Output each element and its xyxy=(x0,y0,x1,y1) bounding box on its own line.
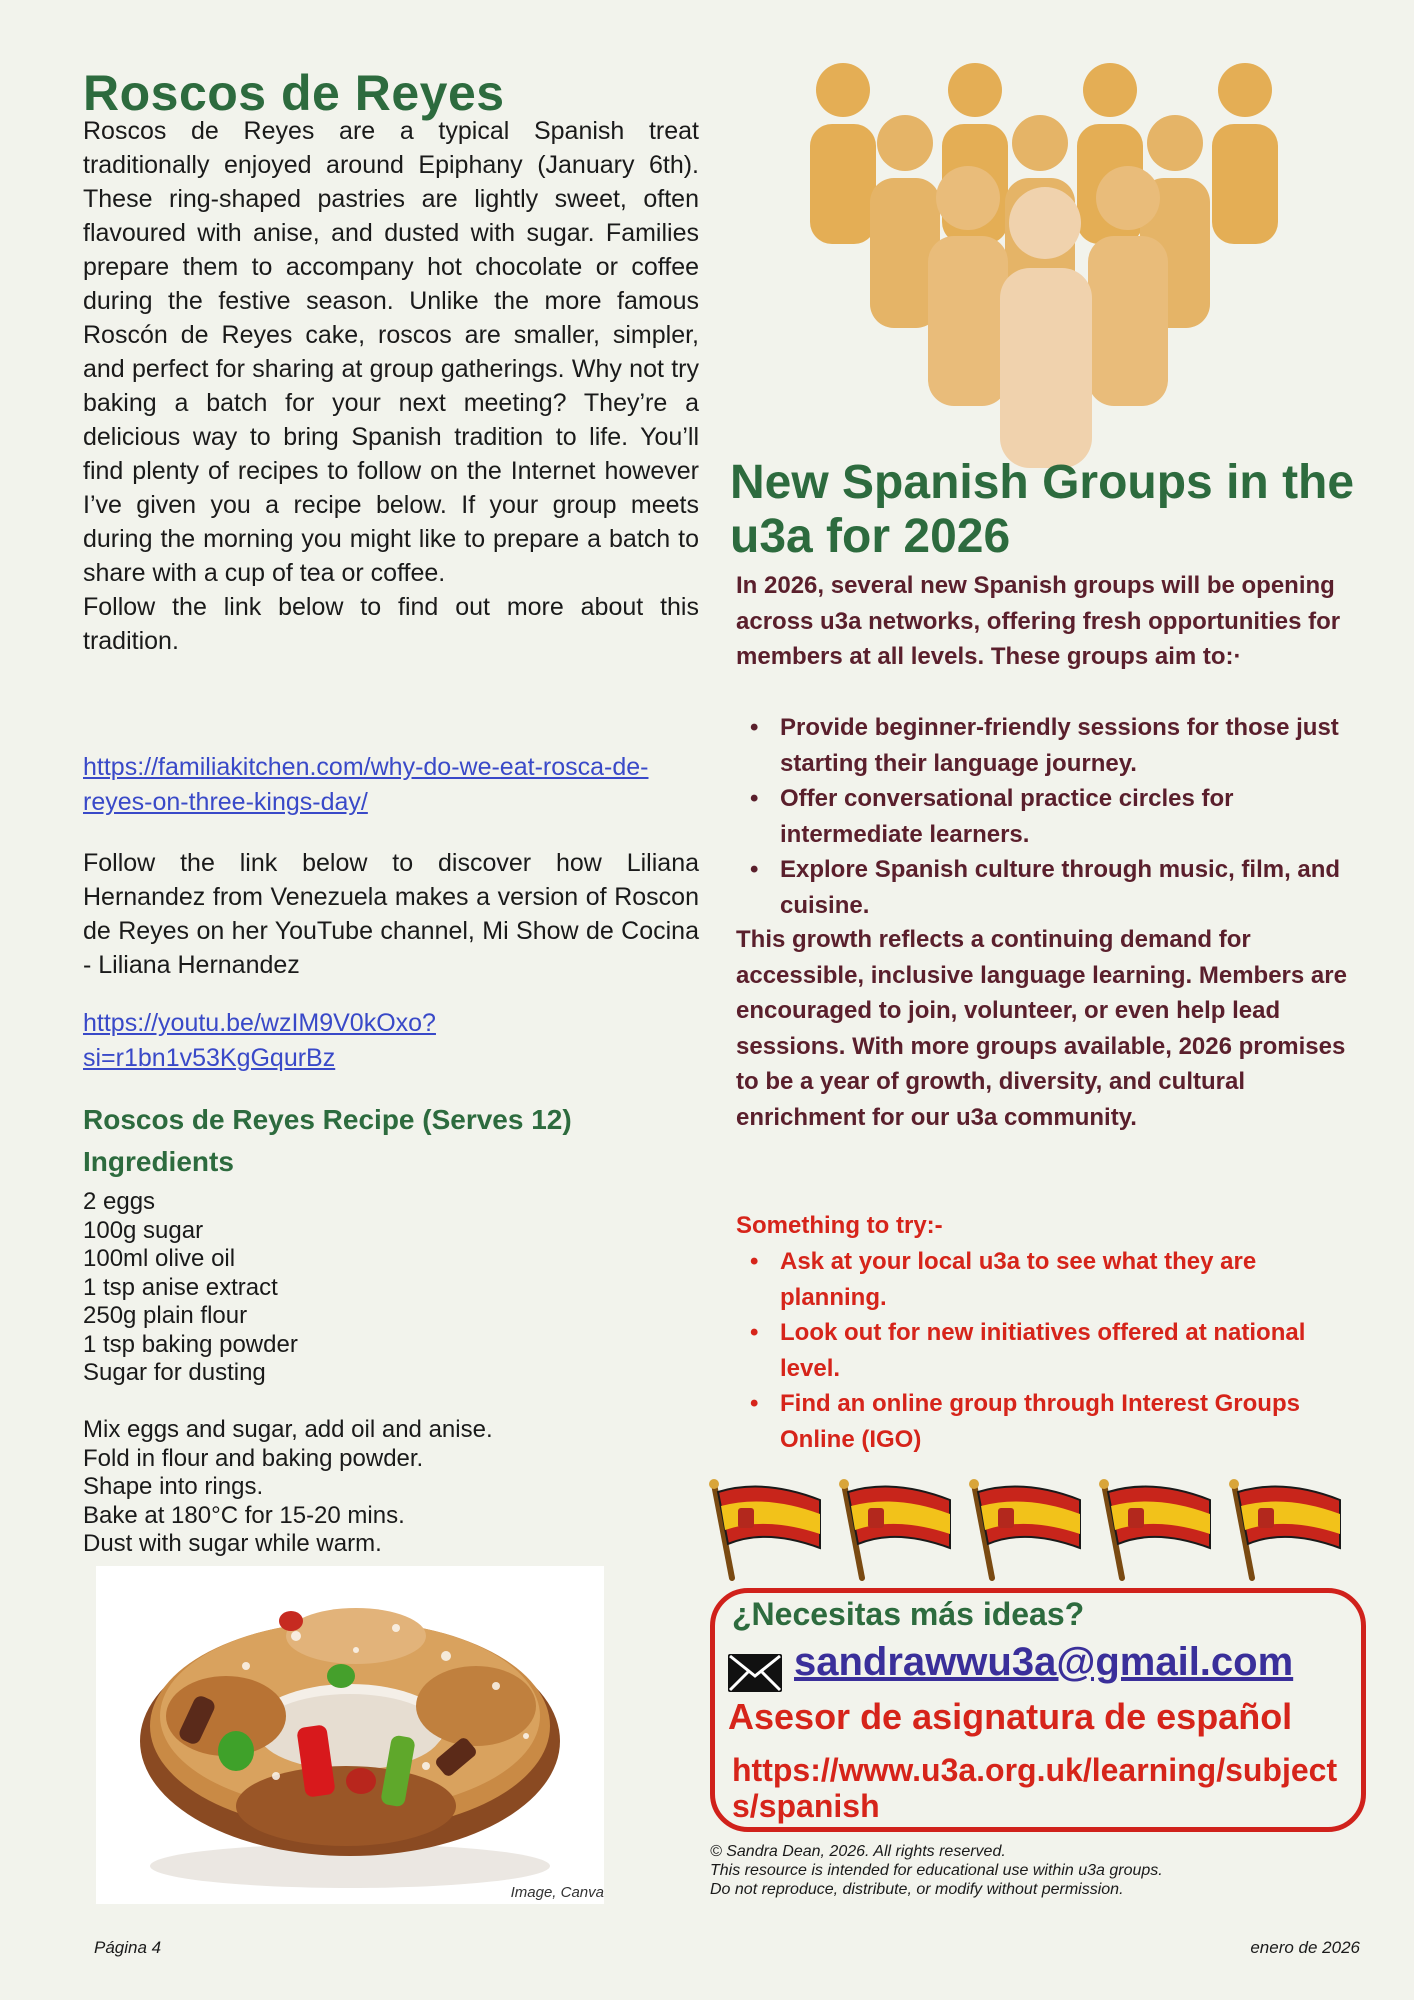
article-title: Roscos de Reyes xyxy=(83,65,505,121)
image-credit: Image, Canva xyxy=(510,1884,604,1901)
spain-flag-icon xyxy=(1094,1478,1214,1582)
bullet: • xyxy=(750,856,759,883)
aim-text: Provide beginner-friendly sessions for those just starting their language journey. xyxy=(780,714,1339,777)
contact-email-link[interactable]: sandrawwu3a@gmail.com xyxy=(794,1640,1294,1684)
spain-flag-icon xyxy=(1224,1478,1344,1582)
try-item xyxy=(736,1386,1346,1457)
method-step: Bake at 180°C for 15-20 mins. xyxy=(83,1501,405,1529)
aim-item xyxy=(736,781,1346,852)
video-paragraph: Follow the link below to discover how Liliana Hernandez from Venezuela makes a version of Roscon de Reyes on her YouTube channel, Mi Show de Cocina - Liliana Hernandez xyxy=(83,849,699,979)
copyright-notice xyxy=(710,1842,1350,1899)
try-heading: Something to try:- xyxy=(736,1212,943,1239)
try-text: Ask at your local u3a to see what they are planning. xyxy=(780,1248,1257,1311)
bullet: • xyxy=(750,1248,759,1275)
method-step: Fold in flour and baking powder. xyxy=(83,1444,424,1472)
method-step: Shape into rings. xyxy=(83,1473,264,1500)
follow-link-text: Follow the link below to find out more about this tradition. xyxy=(83,593,699,655)
spain-flag-icon xyxy=(704,1478,824,1582)
recipe-heading: Roscos de Reyes Recipe (Serves 12) xyxy=(83,1104,572,1135)
ingredients-heading: Ingredients xyxy=(83,1146,234,1177)
method-list xyxy=(83,1416,643,1559)
bullet: • xyxy=(750,714,759,741)
try-text: Look out for new initiatives offered at national level. xyxy=(780,1319,1306,1382)
try-text: Find an online group through Interest Groups Online (IGO) xyxy=(780,1390,1300,1453)
copyright-line: © Sandra Dean, 2026. All rights reserved. xyxy=(710,1843,1006,1860)
copyright-line: This resource is intended for educational use within u3a groups. xyxy=(710,1862,1163,1879)
subject-url-link[interactable]: https://www.u3a.org.uk/learning/subjects/spanish xyxy=(732,1752,1338,1824)
aims-list xyxy=(736,710,1346,923)
ingredient-item: 250g plain flour xyxy=(83,1302,248,1329)
bullet: • xyxy=(750,1390,759,1417)
ingredients-list xyxy=(83,1188,643,1388)
method-step: Dust with sugar while warm. xyxy=(83,1530,382,1557)
spain-flag-icon xyxy=(964,1478,1084,1582)
try-item xyxy=(736,1244,1346,1315)
try-item xyxy=(736,1315,1346,1386)
page-number: Página 4 xyxy=(94,1938,162,1957)
rosca-photo xyxy=(96,1566,604,1904)
bullet: • xyxy=(750,1319,759,1346)
aim-text: Explore Spanish culture through music, film, and cuisine. xyxy=(780,856,1341,919)
contact-role: Asesor de asignatura de español xyxy=(728,1696,1293,1737)
copyright-line: Do not reproduce, distribute, or modify without permission. xyxy=(710,1881,1124,1898)
ingredient-item: 2 eggs xyxy=(83,1188,156,1215)
spain-flag-icon xyxy=(834,1478,954,1582)
growth-paragraph: This growth reflects a continuing demand for accessible, inclusive language learning. Members are encouraged to join, volunteer, or even help lead sessions. With more groups available, 2026 promises to be a year of growth, diversity, and cultural enrichment for our u3a community. xyxy=(736,926,1347,1131)
aim-text: Offer conversational practice circles for intermediate learners. xyxy=(780,785,1234,848)
ingredient-item: 1 tsp baking powder xyxy=(83,1330,298,1358)
people-group-icon xyxy=(800,58,1290,468)
aim-item xyxy=(736,710,1346,781)
ingredient-item: 100ml olive oil xyxy=(83,1245,236,1272)
bullet: • xyxy=(750,785,759,812)
intro-body: Roscos de Reyes are a typical Spanish treat traditionally enjoyed around Epiphany (January 6th). These ring-shaped pastries are lightly sweet, often flavoured with anise, and dusted with sugar. Families prepare them to accompany hot chocolate or coffee during the festive season. Unlike the more famous Roscón de Reyes cake, roscos are smaller, simpler, and perfect for sharing at group gatherings. Why not try baking a batch for your next meeting? They’re a delicious way to bring Spanish tradition to life. You’ll find plenty of recipes to follow on the Internet however I’ve given you a recipe below. If your group meets during the morning you might like to prepare a batch to share with a cup of tea or coffee. xyxy=(83,117,699,587)
youtube-link[interactable]: https://youtu.be/wzIM9V0kOxo?si=r1bn1v53KgGqurBz xyxy=(83,1009,436,1072)
ingredient-item: 100g sugar xyxy=(83,1216,204,1244)
contact-question: ¿Necesitas más ideas? xyxy=(732,1596,1085,1632)
footer-date: enero de 2026 xyxy=(1250,1938,1360,1957)
groups-intro: In 2026, several new Spanish groups will be opening across u3a networks, offering fresh opportunities for members at all levels. These groups aim to:· xyxy=(736,572,1341,670)
aim-item xyxy=(736,852,1346,923)
envelope-icon xyxy=(726,1652,784,1694)
ingredient-item: Sugar for dusting xyxy=(83,1359,266,1386)
ingredient-item: 1 tsp anise extract xyxy=(83,1273,278,1301)
spanish-flags-row xyxy=(704,1478,1344,1582)
groups-heading: New Spanish Groups in the u3a for 2026 xyxy=(730,456,1355,563)
tradition-link[interactable]: https://familiakitchen.com/why-do-we-eat-rosca-de-reyes-on-three-kings-day/ xyxy=(83,753,649,816)
method-step: Mix eggs and sugar, add oil and anise. xyxy=(83,1416,493,1443)
intro-paragraph xyxy=(83,114,699,658)
try-list xyxy=(736,1244,1346,1457)
